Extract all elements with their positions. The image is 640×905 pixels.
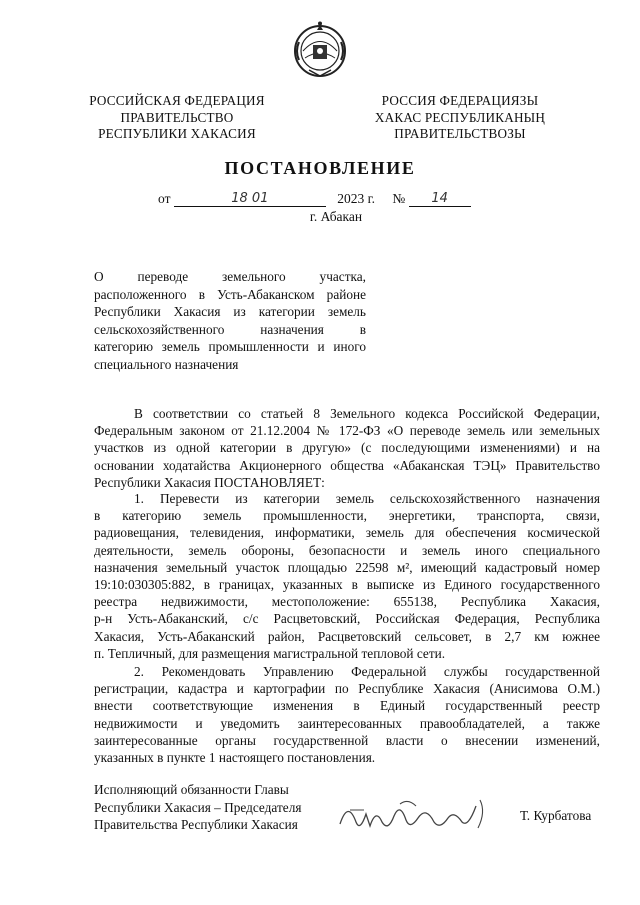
date-field: 18 01 xyxy=(174,192,326,207)
body-line: радиовещания, телевидения, информатики, земель для обеспечения космической xyxy=(94,525,600,541)
signatory-line: Исполняющий обязанности Главы xyxy=(94,782,289,797)
signatory-line: Правительства Республики Хакасия xyxy=(94,817,298,832)
body-line: в категорию земель промышленности, энергетики, транспорта, связи, xyxy=(94,508,600,524)
header-right-line: ХАКАС РЕСПУБЛИКАНЫҢ xyxy=(374,109,546,125)
header-left-line: ПРАВИТЕЛЬСТВО xyxy=(120,109,234,125)
body-line: указанных в пункте 1 настоящего постановления. xyxy=(94,750,376,766)
city-label: г. Абакан xyxy=(309,209,363,224)
number-field: 14 xyxy=(409,192,471,207)
signer-name: Т. Курбатова xyxy=(520,808,592,823)
body-line: Республики Хакасия ПОСТАНОВЛЯЕТ: xyxy=(94,474,325,490)
body-line: деятельности, земель обороны, безопасности и земель иного специального xyxy=(94,542,600,558)
body-line: основании ходатайства Акционерного общества «Абаканская ТЭЦ» Правительство xyxy=(94,457,600,473)
body-line: участков из одной категории в другую» (с последующими изменениями) и на xyxy=(94,440,600,456)
document-subject xyxy=(94,268,366,373)
body-line: внести соответствующие изменения в Единый государственный реестр xyxy=(94,698,600,714)
body-line: назначения земельный участок площадью 22598 м², имеющий кадастровый номер xyxy=(94,559,600,575)
body-line: В соответствии со статьей 8 Земельного кодекса Российской Федерации, xyxy=(134,406,600,421)
subject-line: специального назначения xyxy=(94,356,239,372)
subject-line: категорию земель промышленности и иного xyxy=(94,339,366,354)
subject-line: расположенного в Усть-Абаканском районе xyxy=(94,286,366,302)
document-title: ПОСТАНОВЛЕНИЕ xyxy=(224,158,416,178)
header-left-line: РОССИЙСКАЯ ФЕДЕРАЦИЯ xyxy=(89,93,265,108)
body-line: заинтересованные органы государственной власти о внесении изменений, xyxy=(94,732,600,748)
header-left xyxy=(82,93,272,143)
header-left-line: РЕСПУБЛИКИ ХАКАСИЯ xyxy=(98,126,256,141)
preamble-paragraph xyxy=(94,405,600,491)
number-sign: № xyxy=(392,191,406,206)
body-line: Хакасия, Усть-Абаканский район, Расцветовский сельсовет, в 2,7 км южнее xyxy=(94,628,600,644)
subject-line: Республики Хакасия из категории земель xyxy=(94,304,366,319)
header-right-line: РОССИЯ ФЕДЕРАЦИЯЗЫ xyxy=(381,93,539,108)
subject-line: О переводе земельного участка, xyxy=(94,269,366,284)
body-line: Федеральным законом от 21.12.2004 № 172-ФЗ «О переводе земель или земельных xyxy=(94,423,600,439)
subject-line: сельскохозяйственного назначения в xyxy=(94,321,366,337)
coat-of-arms-icon xyxy=(291,20,349,80)
date-prefix: от xyxy=(158,191,171,206)
body-line: р-н Усть-Абаканский, с/с Расцветовский, Российская Федерация, Республика xyxy=(94,611,600,627)
item-2-paragraph xyxy=(94,663,600,766)
date-number-line xyxy=(158,191,471,207)
header-right xyxy=(360,93,560,143)
item-1-paragraph xyxy=(94,490,600,662)
header-right-line: ПРАВИТЕЛЬСТВОЗЫ xyxy=(394,126,526,141)
body-line: п. Тепличный, для размещения магистральной тепловой сети. xyxy=(94,645,446,661)
body-line: 1. Перевести из категории земель сельскохозяйственного назначения xyxy=(134,491,600,506)
body-line: регистрации, кадастра и картографии по Республике Хакасия (Анисимова О.М.) xyxy=(94,681,600,697)
body-line: 2. Рекомендовать Управлению Федеральной службы государственной xyxy=(134,664,600,679)
body-line: 19:10:030305:882, в границах, указанных в выписке из Единого государственного xyxy=(94,577,600,593)
year-label: 2023 г. xyxy=(337,191,375,206)
body-line: реестра недвижимости, местоположение: 655138, Республика Хакасия, xyxy=(94,594,600,610)
body-line: недвижимости и уведомить заинтересованных правообладателей, а также xyxy=(94,715,600,731)
signatory-line: Республики Хакасия – Председателя xyxy=(94,799,302,815)
handwritten-signature xyxy=(330,792,495,840)
